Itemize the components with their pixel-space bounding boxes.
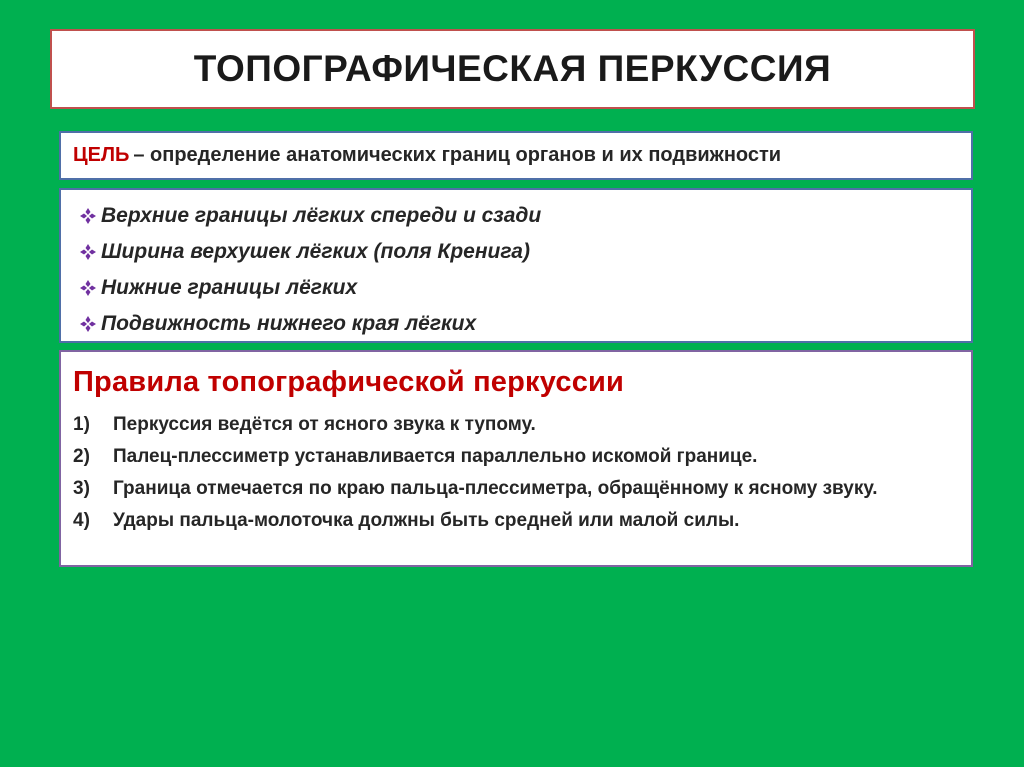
rule-number: 4) <box>73 510 90 531</box>
bullet-item <box>79 234 971 270</box>
diamond-bullet-icon <box>79 279 97 297</box>
rule-text: Удары пальца-молоточка должны быть средней или малой силы. <box>113 510 740 531</box>
diamond-bullet-icon <box>79 243 97 261</box>
diamond-bullet-icon <box>79 207 97 225</box>
bullet-item <box>79 198 971 234</box>
bullet-text: Ширина верхушек лёгких (поля Кренига) <box>101 240 530 263</box>
diamond-bullet-icon <box>79 315 97 333</box>
slide-title: ТОПОГРАФИЧЕСКАЯ ПЕРКУССИЯ <box>193 48 832 89</box>
title-box <box>50 29 975 109</box>
rule-number: 1) <box>73 414 90 435</box>
rule-number: 2) <box>73 446 90 467</box>
goal-box <box>59 131 973 180</box>
rules-box <box>59 350 973 567</box>
rule-item <box>73 505 971 537</box>
bullet-text: Нижние границы лёгких <box>101 276 358 299</box>
rule-item <box>73 441 971 473</box>
rules-title: Правила топографической перкуссии <box>73 366 625 398</box>
bullet-item <box>79 270 971 306</box>
rule-number: 3) <box>73 478 90 499</box>
bullet-list-box <box>59 188 973 343</box>
rule-item <box>73 409 971 441</box>
rule-text: Перкуссия ведётся от ясного звука к тупому. <box>113 414 536 435</box>
bullet-item <box>79 306 971 342</box>
bullet-text: Верхние границы лёгких спереди и сзади <box>101 204 542 227</box>
bullet-text: Подвижность нижнего края лёгких <box>101 312 477 335</box>
goal-text: – определение анатомических границ органов и их подвижности <box>133 144 782 166</box>
goal-label: ЦЕЛЬ <box>73 144 130 166</box>
rule-item <box>73 473 971 505</box>
rule-text: Граница отмечается по краю пальца-плессиметра, обращённому к ясному звуку. <box>113 478 878 499</box>
rule-text: Палец-плессиметр устанавливается параллельно искомой границе. <box>113 446 758 467</box>
